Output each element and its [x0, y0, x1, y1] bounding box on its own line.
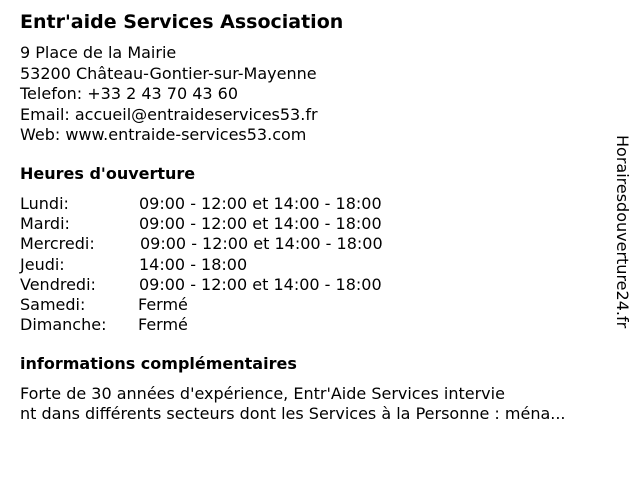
day-label: Dimanche: — [20, 315, 107, 335]
time-value: 09:00 - 12:00 et 14:00 - 18:00 — [140, 234, 383, 254]
time-value: 09:00 - 12:00 et 14:00 - 18:00 — [139, 214, 382, 234]
email-line: Email: accueil@entraideservices53.fr — [20, 104, 318, 124]
web-line: Web: www.entraide-services53.com — [20, 125, 307, 144]
city-address: 53200 Château-Gontier-sur-Mayenne — [20, 63, 317, 83]
address-block — [20, 43, 318, 146]
day-label: Vendredi: — [20, 274, 96, 294]
description-text — [20, 384, 566, 424]
day-label: Lundi: — [20, 194, 69, 213]
day-label: Samedi: — [20, 294, 86, 314]
time-value: 14:00 - 18:00 — [139, 254, 248, 274]
time-value: Fermé — [138, 315, 188, 335]
time-value: 09:00 - 12:00 et 14:00 - 18:00 — [139, 274, 382, 294]
time-value: Fermé — [138, 294, 188, 314]
site-watermark-text: Horairesdouverture24.fr — [613, 135, 632, 329]
description-line: nt dans différents secteurs dont les Services à la Personne : ména... — [20, 404, 566, 423]
business-title: Entr'aide Services Association — [20, 11, 344, 33]
day-label: Mercredi: — [20, 234, 95, 254]
day-label: Mardi: — [20, 214, 70, 234]
phone-line: Telefon: +33 2 43 70 43 60 — [20, 84, 239, 103]
info-heading: informations complémentaires — [20, 354, 297, 373]
time-value: 09:00 - 12:00 et 14:00 - 18:00 — [139, 194, 382, 213]
hours-heading: Heures d'ouverture — [20, 164, 196, 183]
day-label: Jeudi: — [20, 254, 65, 274]
street-address: 9 Place de la Mairie — [20, 43, 177, 62]
description-line: Forte de 30 années d'expérience, Entr'Aide Services intervie — [20, 384, 505, 403]
